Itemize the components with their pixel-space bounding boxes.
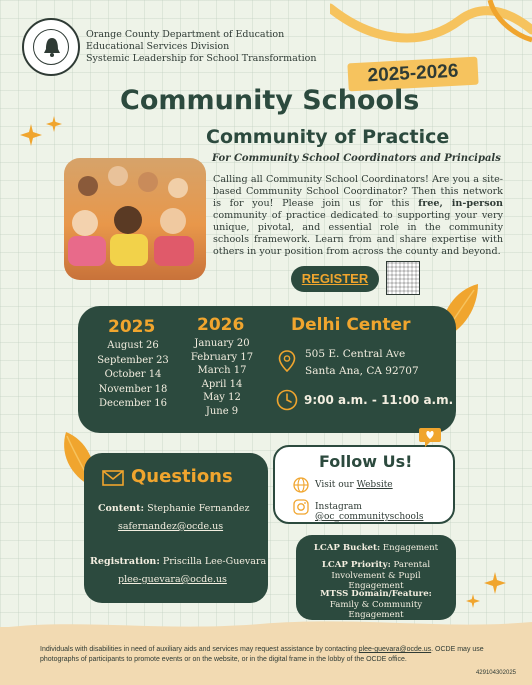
audience-line: For Community School Coordinators and Principals	[212, 153, 501, 164]
org-line-1: Orange County Department of Education	[86, 29, 285, 40]
ocde-seal-logo	[22, 18, 80, 76]
follow-heading: Follow Us!	[319, 452, 413, 471]
accessibility-notice: Individuals with disabilities in need of auxiliary aids and services may request assistance by contacting plee-guevara@ocde.us. OCDE may use photographs of participants to promote events or on the website, or in the digital frame in the lobby of the OCDE office.	[40, 646, 484, 663]
questions-panel	[84, 453, 268, 603]
date-item: February 17	[190, 351, 254, 363]
date-item: January 20	[194, 338, 250, 349]
follow-panel	[273, 445, 455, 524]
registration-contact: Registration: Priscilla Lee-Guevara	[90, 556, 267, 567]
footer-wave	[0, 616, 532, 632]
date-item: August 26	[107, 340, 159, 351]
page-title: Community Schools	[120, 85, 420, 116]
content-email-link[interactable]: safernandez@ocde.us	[118, 521, 224, 532]
dates-2025-list	[78, 339, 188, 412]
star-icon	[484, 572, 506, 594]
lcap-panel	[296, 535, 456, 620]
map-pin-icon	[278, 350, 296, 372]
date-item: May 12	[203, 392, 241, 403]
address-line-2: Santa Ana, CA 92707	[305, 365, 419, 377]
register-button[interactable]: REGISTER	[291, 266, 379, 292]
qr-code[interactable]	[386, 261, 420, 295]
instagram-row: Instagram @oc_communityschools	[315, 502, 424, 522]
org-line-2: Educational Services Division	[86, 41, 230, 52]
date-item: September 23	[97, 354, 169, 366]
star-icon	[466, 594, 480, 608]
heart-bubble-icon	[418, 426, 442, 448]
clock-icon	[276, 389, 298, 411]
globe-icon	[293, 477, 309, 493]
instagram-icon	[293, 499, 309, 515]
date-item: March 17	[197, 365, 247, 376]
bell-icon	[42, 36, 62, 58]
dates-2026-list	[178, 337, 266, 418]
meeting-time: 9:00 a.m. - 11:00 a.m.	[304, 393, 454, 407]
date-item: April 14	[201, 378, 243, 390]
star-icon	[46, 116, 62, 132]
year-2025-heading: 2025	[108, 317, 156, 337]
date-item: December 16	[99, 398, 167, 409]
date-item: June 9	[205, 405, 239, 417]
intro-paragraph: Calling all Community School Coordinators! Are you a site-based Community School Coordinator? Then this network is for you! Please join us for this free, in-person community of practice dedicated to supporting your very unique, pivotal, and essential role in the community schools framework. Learn from and share expertise with others in your position from across the county and beyond.	[213, 174, 504, 257]
content-contact: Content: Stephanie Fernandez	[98, 503, 250, 514]
org-line-3: Systemic Leadership for School Transformation	[86, 53, 317, 64]
location-name: Delhi Center	[291, 315, 411, 335]
date-item: November 18	[98, 383, 168, 395]
schedule-panel	[78, 306, 456, 433]
year-banner: 2025-2026	[347, 57, 478, 92]
year-2026-heading: 2026	[197, 315, 245, 335]
lcap-priority: LCAP Priority: Parental Involvement & Pupil Engagement	[321, 560, 431, 591]
star-icon	[20, 124, 42, 146]
questions-heading: Questions	[131, 466, 233, 487]
document-code: 429104302025	[475, 670, 516, 676]
mtss-domain: MTSS Domain/Feature: Family & Community Engagement	[320, 589, 432, 620]
instagram-link[interactable]: @oc_communityschools	[315, 512, 424, 522]
website-link[interactable]: Website	[356, 480, 393, 490]
date-item: October 14	[104, 369, 162, 380]
registration-email-link[interactable]: plee-guevara@ocde.us	[118, 574, 227, 585]
address-line-1: 505 E. Central Ave	[305, 348, 406, 360]
website-row: Visit our Website	[315, 480, 393, 490]
footer-email-link[interactable]: plee-guevara@ocde.us	[358, 646, 432, 653]
page-subtitle: Community of Practice	[206, 126, 450, 148]
envelope-icon	[102, 470, 124, 486]
lcap-bucket: LCAP Bucket: Engagement	[313, 543, 439, 553]
children-photo	[64, 158, 206, 280]
